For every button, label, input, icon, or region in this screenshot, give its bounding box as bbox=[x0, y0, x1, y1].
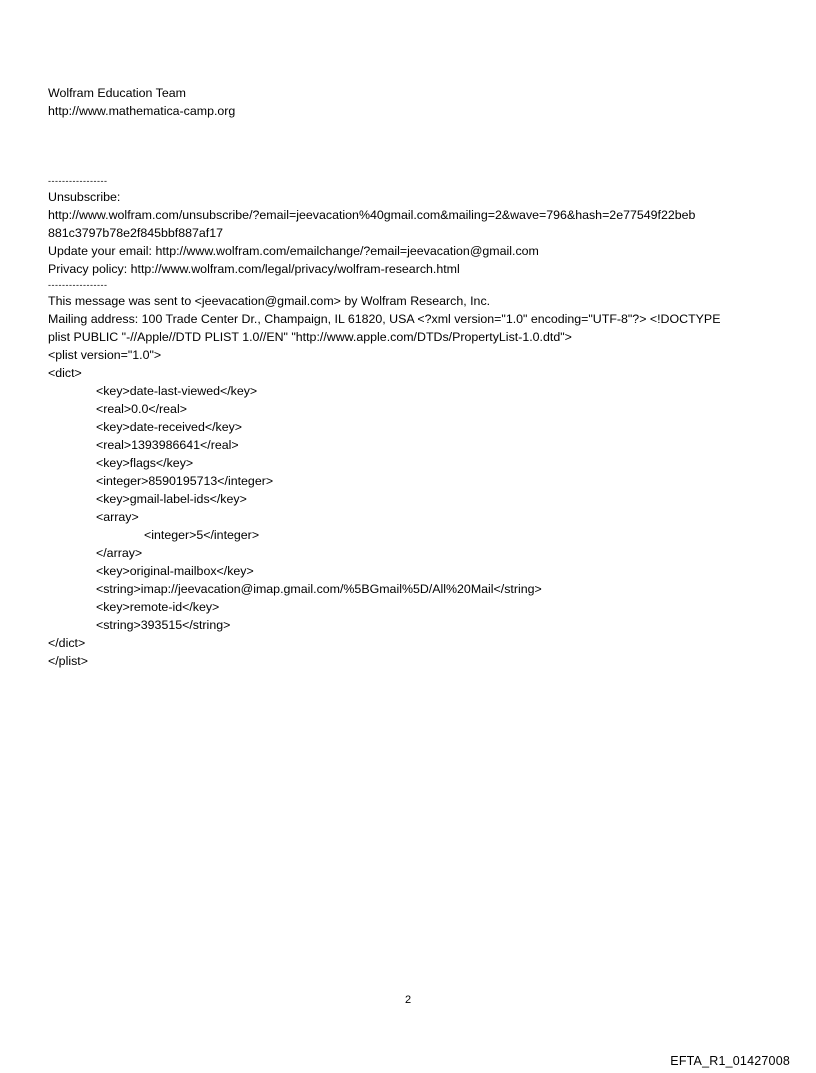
unsubscribe-footer bbox=[48, 174, 788, 292]
page-number: 2 bbox=[404, 994, 412, 1006]
bates-stamp: EFTA_R1_01427008 bbox=[670, 1054, 790, 1068]
plist-line: <string>imap://jeevacation@imap.gmail.com/%5BGmail%5D/All%20Mail</string> bbox=[96, 582, 542, 596]
plist-line: <real>1393986641</real> bbox=[96, 438, 239, 452]
dict-open: <dict> bbox=[48, 366, 82, 380]
signature-block bbox=[48, 84, 788, 120]
plist-array-item: <integer>5</integer> bbox=[144, 528, 260, 542]
plist-line: <string>393515</string> bbox=[96, 618, 231, 632]
dict-close: </dict> bbox=[48, 636, 86, 650]
mailing-address-line-1: Mailing address: 100 Trade Center Dr., Champaign, IL 61820, USA <?xml version="1.0" encoding="UTF-8"?> <!DOCTYPE bbox=[48, 312, 721, 326]
update-email-line: Update your email: http://www.wolfram.com/emailchange/?email=jeevacation@gmail.com bbox=[48, 244, 539, 258]
mailing-address-line-2: plist PUBLIC "-//Apple//DTD PLIST 1.0//EN" "http://www.apple.com/DTDs/PropertyList-1.0.dtd"> bbox=[48, 330, 572, 344]
separator-top: ----------------- bbox=[48, 176, 108, 186]
plist-line: </array> bbox=[96, 546, 143, 560]
sent-to-line: This message was sent to <jeevacation@gmail.com> by Wolfram Research, Inc. bbox=[48, 294, 491, 308]
message-info bbox=[48, 292, 788, 346]
plist-line: <key>remote-id</key> bbox=[96, 600, 220, 614]
plist-line: <real>0.0</real> bbox=[96, 402, 187, 416]
unsubscribe-label: Unsubscribe: bbox=[48, 190, 121, 204]
plist-line: <key>date-received</key> bbox=[96, 420, 243, 434]
plist-block bbox=[48, 346, 788, 670]
plist-line: <key>date-last-viewed</key> bbox=[96, 384, 258, 398]
email-document-body bbox=[48, 84, 788, 670]
unsubscribe-url-line-1: http://www.wolfram.com/unsubscribe/?email=jeevacation%40gmail.com&mailing=2&wave=796&hash=2e77549f22beb bbox=[48, 208, 696, 222]
separator-bottom: ----------------- bbox=[48, 280, 108, 290]
signature-team: Wolfram Education Team bbox=[48, 86, 186, 100]
plist-close: </plist> bbox=[48, 654, 88, 668]
privacy-policy-line: Privacy policy: http://www.wolfram.com/legal/privacy/wolfram-research.html bbox=[48, 262, 460, 276]
signature-url: http://www.mathematica-camp.org bbox=[48, 104, 236, 118]
plist-line: <key>flags</key> bbox=[96, 456, 194, 470]
unsubscribe-url-line-2: 881c3797b78e2f845bbf887af17 bbox=[48, 226, 224, 240]
plist-line: <key>original-mailbox</key> bbox=[96, 564, 254, 578]
plist-line: <integer>8590195713</integer> bbox=[96, 474, 274, 488]
plist-line: <array> bbox=[96, 510, 139, 524]
plist-open: <plist version="1.0"> bbox=[48, 348, 162, 362]
plist-line: <key>gmail-label-ids</key> bbox=[96, 492, 247, 506]
